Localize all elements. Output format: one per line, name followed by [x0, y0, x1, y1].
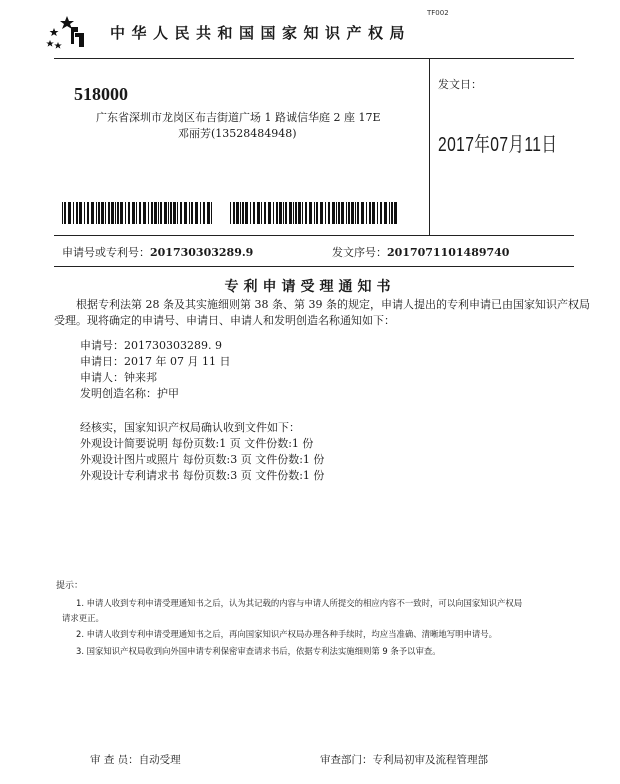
barcode-bar [253, 202, 255, 224]
barcode-bar [384, 202, 387, 224]
barcode-bar [298, 202, 301, 224]
barcode-bar [87, 202, 89, 224]
barcode-bar [117, 202, 119, 224]
barcode-bar [203, 202, 205, 224]
barcode-bar [293, 202, 294, 224]
barcode-bar [261, 202, 262, 224]
barcode-bar [151, 202, 153, 224]
barcode-bar [369, 202, 371, 224]
barcode-bar [76, 202, 78, 224]
barcode-bar [98, 202, 100, 224]
barcode-bar [357, 202, 359, 224]
file-item: 外观设计简要说明 每份页数:1 页 文件份数:1 份 [80, 437, 314, 450]
barcode-bar [295, 202, 297, 224]
department-label: 审查部门： [320, 754, 373, 766]
barcode-bar [108, 202, 110, 224]
application-number-ref [62, 244, 253, 260]
hints-label: 提示： [56, 581, 84, 591]
barcode-bar [120, 202, 123, 224]
file-item: 外观设计图片或照片 每份页数:3 页 文件份数:1 份 [80, 453, 325, 466]
barcode-bar [128, 202, 130, 224]
barcode-bar [173, 202, 176, 224]
barcode-bar [96, 202, 97, 224]
barcode-bar [273, 202, 274, 224]
barcode-bar [289, 202, 292, 224]
barcode-bar [170, 202, 172, 224]
barcode-bar [115, 202, 116, 224]
barcode-bar [366, 202, 367, 224]
file-item: 外观设计专利请求书 每份页数:3 页 文件份数:1 份 [80, 469, 325, 482]
barcode-bar [268, 202, 271, 224]
barcode-bar [148, 202, 149, 224]
barcode-bar [84, 202, 85, 224]
barcode-bar [105, 202, 106, 224]
barcode-bar [230, 202, 231, 224]
barcode-bar [346, 202, 347, 224]
form-code: TF002 [427, 9, 449, 17]
barcode-bar [91, 202, 94, 224]
notice-paragraph-line1: 根据专利法第 28 条及其实施细则第 38 条、第 39 条的规定，申请人提出的专利申请已由国家知识产权局 [76, 298, 590, 311]
barcode-bar [191, 202, 193, 224]
barcode-bar [351, 202, 354, 224]
barcode-bar [372, 202, 375, 224]
examining-department [320, 752, 488, 767]
barcode-bar [320, 202, 323, 224]
verified-intro: 经核实，国家知识产权局确认收到文件如下： [80, 421, 300, 434]
barcode-bar [338, 202, 340, 224]
barcode-bar [207, 202, 210, 224]
hint-item-1: 1. 申请人收到专利申请受理通知书之后，认为其记载的内容与申请人所提交的相应内容不一致时，可以向国家知识产权局 [76, 598, 523, 608]
barcode-bar [143, 202, 146, 224]
barcode-bar [279, 202, 282, 224]
barcode-bar [394, 202, 397, 224]
barcode-bar [305, 202, 307, 224]
department-value: 专利局初审及流程管理部 [372, 754, 488, 766]
examiner [90, 752, 181, 767]
barcode-bar [285, 202, 287, 224]
notice-title: 专利申请受理通知书 [224, 279, 396, 295]
barcode-bar [68, 202, 71, 224]
barcode-bar [377, 202, 378, 224]
dispatch-serial-value: 2017071101489740 [387, 246, 510, 259]
barcode-bar [158, 202, 159, 224]
barcode-bar [276, 202, 278, 224]
office-title: 中华人民共和国国家知识产权局 [110, 24, 412, 42]
examiner-label: 审 查 员： [90, 754, 139, 766]
barcode-bar [309, 202, 312, 224]
barcode-bar [125, 202, 126, 224]
application-number-label: 申请号或专利号： [62, 246, 150, 259]
barcode-bar [242, 202, 244, 224]
barcode-bar [73, 202, 74, 224]
barcode-bar [302, 202, 303, 224]
barcode-left [62, 202, 214, 224]
barcode-bar [189, 202, 190, 224]
field-applicant: 申请人：钟来邦 [80, 371, 157, 384]
barcode-bar [180, 202, 182, 224]
barcode-bar [325, 202, 326, 224]
barcode-bar [160, 202, 162, 224]
barcode-bar [389, 202, 390, 224]
barcode-bar [168, 202, 169, 224]
hint-item-2: 2. 申请人收到专利申请受理通知书之后，再向国家知识产权局办理各种手续时，均应当准确、清晰地写明申请号。 [76, 629, 498, 639]
barcode-right [230, 202, 398, 224]
barcode-bar [361, 202, 364, 224]
field-application-number: 申请号：201730303289. 9 [80, 339, 222, 352]
barcode-bar [332, 202, 335, 224]
barcode-bar [245, 202, 248, 224]
barcode-bar [233, 202, 235, 224]
barcode-bar [211, 202, 212, 224]
reference-rule [54, 266, 574, 267]
barcode-bar [240, 202, 241, 224]
barcode-bar [200, 202, 201, 224]
notice-paragraph-line2: 受理。现将确定的申请号、申请日、申请人和发明创造名称通知如下： [54, 314, 395, 327]
dispatch-date: 2017年07月11日 [438, 134, 558, 156]
top-rule [54, 58, 574, 59]
barcode-bar [111, 202, 114, 224]
dispatch-date-label: 发文日： [438, 78, 482, 91]
hint-item-1-cont: 请求更正。 [62, 613, 104, 623]
cnipa-logo-icon [44, 14, 90, 50]
examiner-value: 自动受理 [138, 754, 181, 766]
barcode-bar [195, 202, 198, 224]
address-block-rule [54, 235, 574, 236]
application-number-value: 201730303289.9 [150, 246, 254, 259]
barcode-bar [348, 202, 350, 224]
barcode-bar [184, 202, 187, 224]
barcode-bar [236, 202, 239, 224]
barcode-bar [101, 202, 104, 224]
barcode-bar [316, 202, 318, 224]
column-divider [429, 58, 430, 235]
barcode-bar [79, 202, 82, 224]
barcode-bar [177, 202, 178, 224]
barcode-bar [62, 202, 63, 224]
barcode-bar [355, 202, 356, 224]
dispatch-serial-ref [332, 244, 509, 260]
barcode-bar [164, 202, 167, 224]
barcode-bar [132, 202, 135, 224]
barcode-bar [136, 202, 137, 224]
barcode-bar [314, 202, 315, 224]
field-application-date: 申请日：2017 年 07 月 11 日 [80, 355, 231, 368]
barcode-bar [380, 202, 382, 224]
barcode-bar [328, 202, 330, 224]
hint-item-3: 3. 国家知识产权局收到向外国申请专利保密审查请求书后，依据专利法实施细则第 9 条予以审查。 [76, 646, 441, 656]
recipient-address: 广东省深圳市龙岗区布吉街道广场 1 路诚信华庭 2 座 17E [96, 111, 381, 124]
recipient-contact: 邓丽芳(13528484948) [178, 127, 297, 140]
barcode-bar [154, 202, 157, 224]
field-invention-name: 发明创造名称：护甲 [80, 387, 179, 400]
barcode-bar [264, 202, 266, 224]
postcode: 518000 [74, 84, 128, 104]
barcode-bar [336, 202, 337, 224]
barcode-bar [250, 202, 251, 224]
barcode-bar [283, 202, 284, 224]
barcode-bar [139, 202, 141, 224]
barcode-bar [64, 202, 66, 224]
barcode-bar [257, 202, 260, 224]
barcode-bar [341, 202, 344, 224]
barcode-bar [391, 202, 393, 224]
dispatch-serial-label: 发文序号： [332, 246, 387, 259]
